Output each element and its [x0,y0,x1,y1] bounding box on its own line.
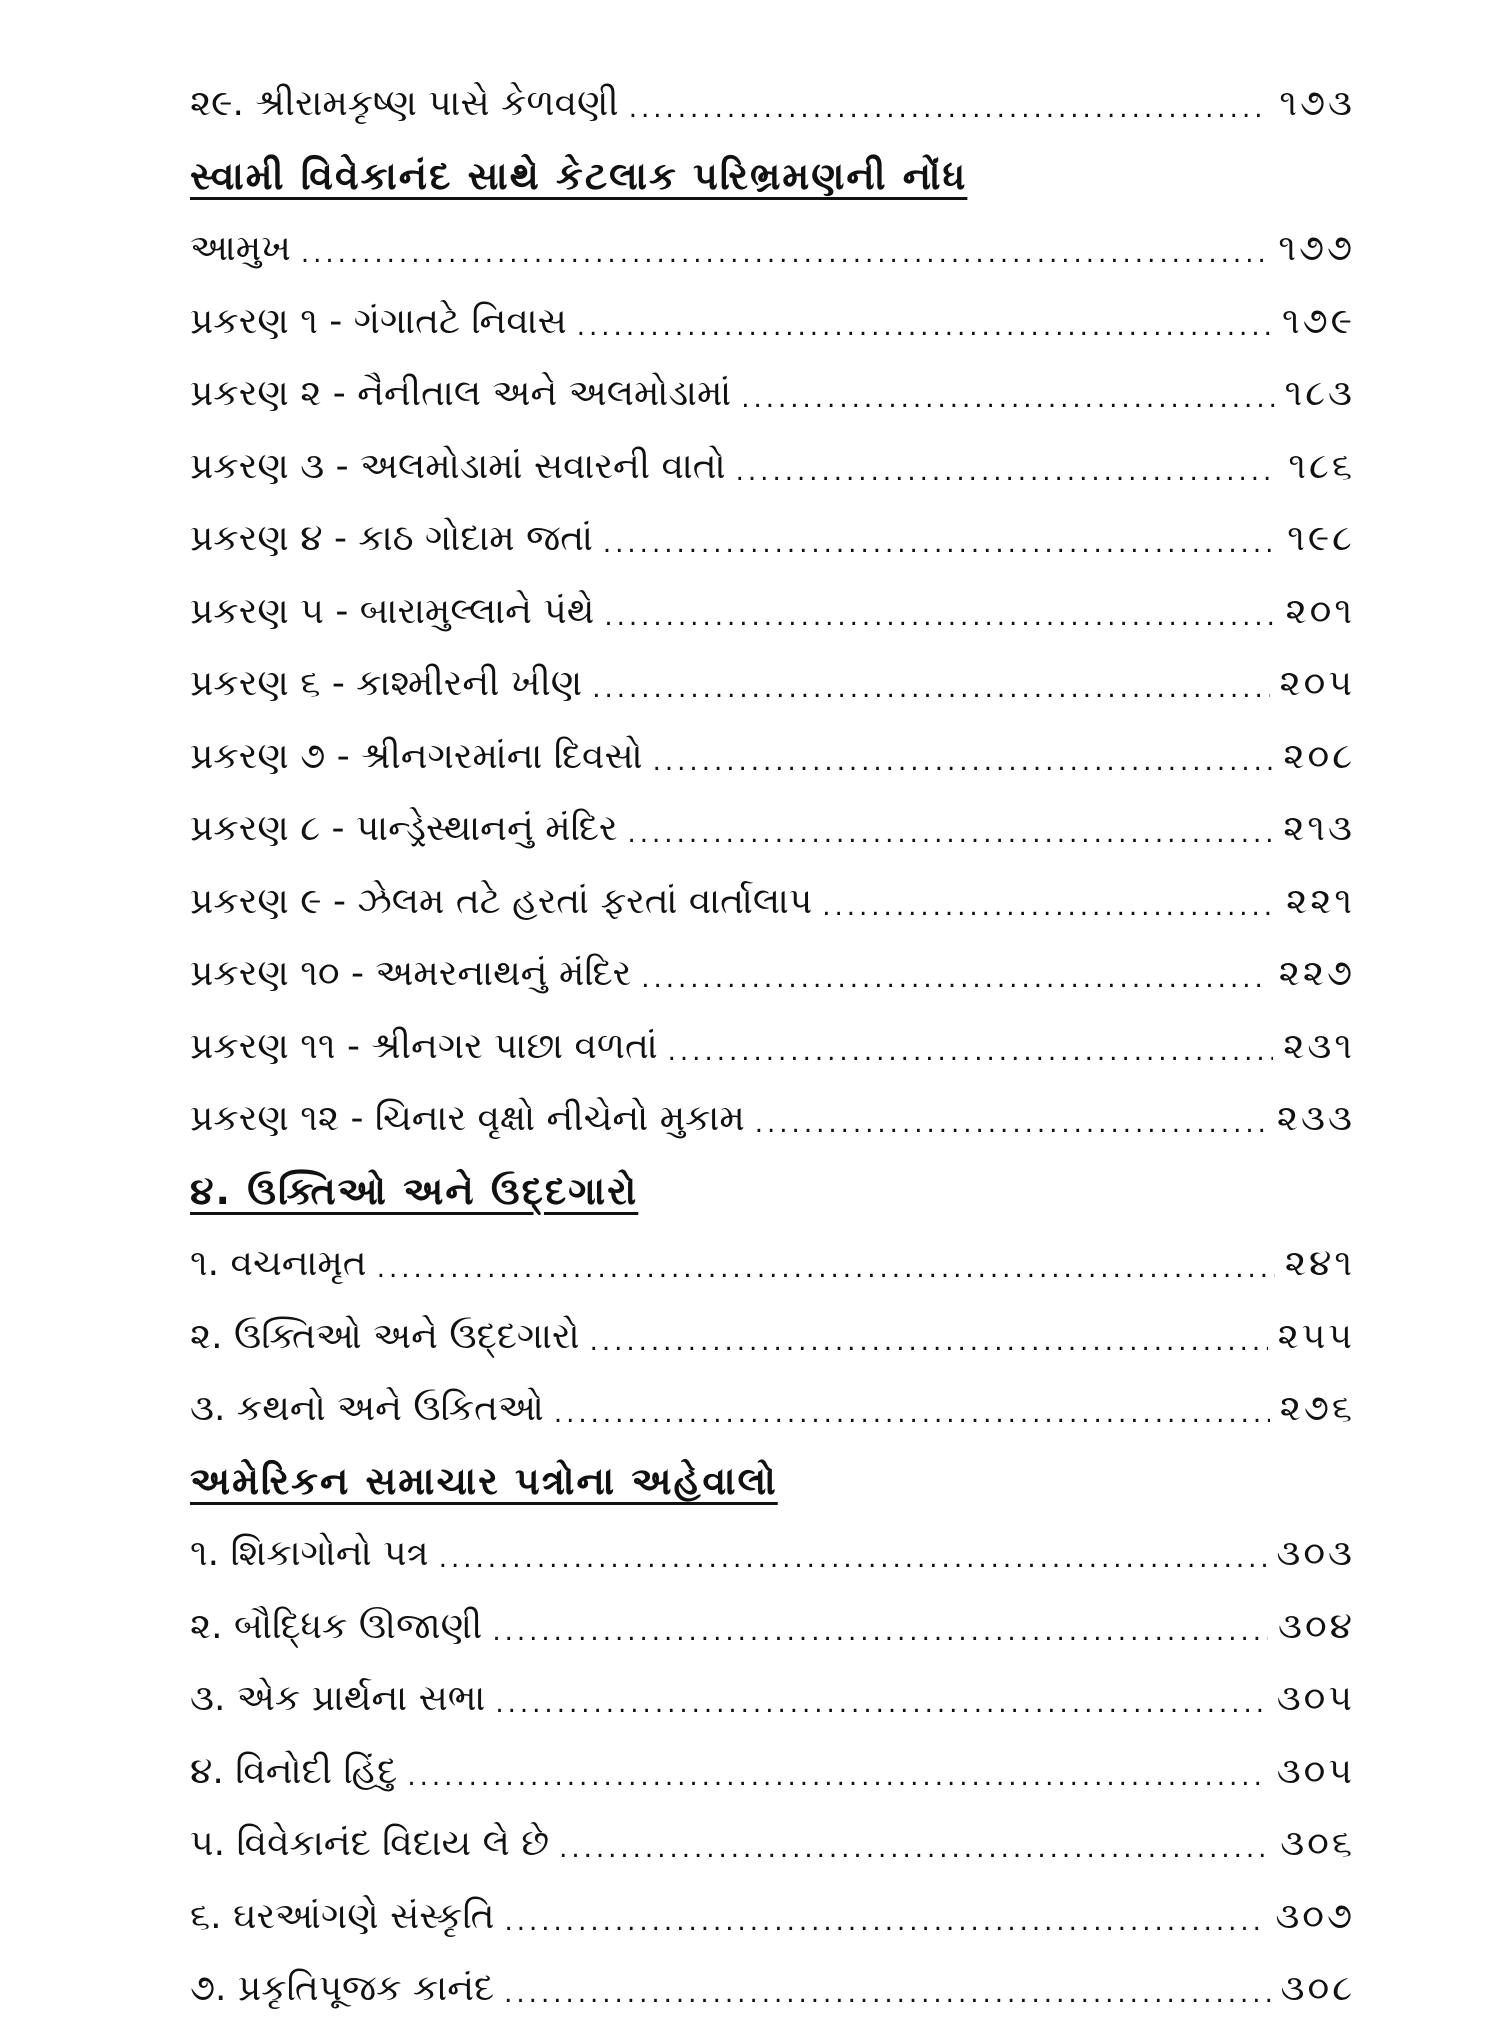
toc-entry-page: ૧૭૭ [1278,228,1355,270]
toc-entry-title: ૨૯. શ્રીરામકૃષ્ણ પાસે કેળવણી [190,83,619,125]
section-heading-text: અમેરિકન સમાચાર પત્રોના અહેવાલો [190,1459,778,1504]
toc-entry-title: ૪. વિનોદી હિંદુ [190,1750,398,1792]
toc-entry [190,1011,1355,1084]
toc-entry-page: ૨૩૧ [1283,1025,1355,1067]
dot-leader [755,1111,1267,1137]
toc-entry-title: પ્રકરણ ૩ - અલમોડામાં સવારની વાતો [190,445,726,487]
dot-leader [592,676,1269,702]
toc-entry-title: પ્રકરણ ૧૧ - શ્રીનગર પાછા વળતાં [190,1025,658,1067]
toc-entry-title: પ્રકરણ ૬ - કાશ્મીરની ખીણ [190,663,583,705]
dot-leader [577,314,1272,340]
toc-entry [190,286,1355,359]
section-heading [190,1446,1355,1519]
toc-entry [190,648,1355,721]
toc-entry [190,1663,1355,1736]
toc-entry-title: પ્રકરણ ૮ - પાન્ડ્રેસ્થાનનું મંદિર [190,808,618,850]
table-of-contents [190,68,1355,2026]
toc-entry [190,938,1355,1011]
toc-entry-page: ૩૦૩ [1276,1533,1355,1575]
toc-entry-page: ૧૯૮ [1287,518,1355,560]
toc-entry-title: આમુખ [190,228,291,270]
toc-entry-page: ૩૦૭ [1275,1895,1355,1937]
toc-entry-page: ૩૦૪ [1278,1605,1355,1647]
toc-entry-page: ૨૧૩ [1283,808,1355,850]
section-heading [190,1156,1355,1229]
toc-entry-title: પ્રકરણ ૪ - કાઠ ગોદામ જતાં [190,518,593,560]
toc-entry [190,1083,1355,1156]
dot-leader [554,1401,1270,1427]
toc-entry-page: ૧૭૯ [1282,300,1355,342]
dot-leader [407,1764,1266,1790]
toc-entry-page: ૨૪૧ [1284,1243,1355,1285]
dot-leader [504,1909,1265,1935]
toc-entry-title: પ્રકરણ ૨ - નૈનીતાલ અને અલમોડામાં [190,373,732,415]
dot-leader [736,459,1279,485]
toc-entry-title: ૬. ઘરઆંગણે સંસ્કૃતિ [190,1895,495,1937]
toc-entry [190,358,1355,431]
toc-entry-page: ૧૮૬ [1288,445,1355,487]
dot-leader [603,531,1277,557]
toc-entry-title: ૩. કથનો અને ઉકિતઓ [190,1388,544,1430]
toc-entry-title: પ્રકરણ ૭ - શ્રીનગરમાંના દિવસો [190,735,643,777]
toc-entry-page: ૩૦૫ [1276,1750,1355,1792]
toc-entry-title: ૨. ઉક્તિઓ અને ઉદ્દગારો [190,1315,580,1357]
toc-entry-page: ૨૩૩ [1276,1098,1355,1140]
dot-leader [495,1691,1266,1717]
toc-entry-title: ૭. પ્રકૃતિપૂજક કાનંદ [190,1968,495,2010]
toc-entry [190,721,1355,794]
dot-leader [301,241,1269,267]
dot-leader [822,894,1276,920]
dot-leader [628,821,1274,847]
section-heading [190,141,1355,214]
toc-entry [190,1591,1355,1664]
toc-entry-title: પ્રકરણ ૧૦ - અમરનાથનું મંદિર [190,953,632,995]
toc-entry-page: ૨૨૭ [1278,953,1355,995]
toc-entry [190,1373,1355,1446]
dot-leader [604,604,1275,630]
toc-entry-title: ૨. બૌદ્ધિક ઊજાણી [190,1605,483,1647]
dot-leader [559,1836,1270,1862]
toc-entry [190,1518,1355,1591]
toc-entry-title: પ્રકરણ ૧ - ગંગાતટે નિવાસ [190,300,567,342]
toc-entry-page: ૨૦૧ [1285,590,1355,632]
toc-entry [190,1881,1355,1954]
toc-entry-title: ૧. વચનામૃત [190,1243,367,1285]
toc-entry-title: ૩. એક પ્રાર્થના સભા [190,1678,486,1720]
dot-leader [504,1981,1270,2007]
toc-entry [190,1953,1355,2026]
dot-leader [377,1256,1275,1282]
dot-leader [641,966,1268,992]
toc-entry [190,213,1355,286]
toc-entry [190,1301,1355,1374]
toc-entry-page: ૨૫૫ [1277,1315,1355,1357]
toc-entry-page: ૩૦૮ [1280,1968,1355,2010]
toc-entry [190,1228,1355,1301]
toc-entry-page: ૧૮૩ [1284,373,1355,415]
dot-leader [590,1329,1268,1355]
toc-entry-title: પ્રકરણ ૯ - ઝેલમ તટે હરતાં ફરતાં વાર્તાલાપ [190,880,813,922]
toc-entry-page: ૩૦૫ [1276,1678,1355,1720]
section-heading-text: સ્વામી વિવેકાનંદ સાથે કેટલાક પરિભ્રમણની નોંધ [190,154,968,199]
toc-entry-page: ૧૭૩ [1279,83,1355,125]
toc-entry [190,431,1355,504]
toc-entry [190,1808,1355,1881]
toc-entry [190,1736,1355,1809]
toc-entry-page: ૨૨૧ [1286,880,1355,922]
toc-entry [190,793,1355,866]
toc-entry-page: ૨૦૫ [1279,663,1355,705]
toc-entry [190,68,1355,141]
toc-entry-title: ૧. શિકાગોનો પત્ર [190,1533,429,1575]
section-heading-text: ૪. ઉક્તિઓ અને ઉદ્દગારો [190,1169,639,1214]
dot-leader [629,96,1270,122]
dot-leader [668,1039,1274,1065]
dot-leader [741,386,1274,412]
toc-entry-title: પ્રકરણ ૫ - બારામુલ્લાને પંથે [190,590,595,632]
toc-entry [190,503,1355,576]
toc-entry-title: પ્રકરણ ૧૨ - ચિનાર વૃક્ષો નીચેનો મુકામ [190,1098,745,1140]
toc-entry [190,576,1355,649]
dot-leader [439,1546,1267,1572]
dot-leader [653,749,1274,775]
dot-leader [492,1619,1268,1645]
toc-entry-page: ૨૭૬ [1279,1388,1355,1430]
toc-entry-title: ૫. વિવેકાનંદ વિદાય લે છે [190,1823,550,1865]
toc-entry-page: ૩૦૬ [1280,1823,1355,1865]
toc-entry [190,866,1355,939]
toc-entry-page: ૨૦૮ [1283,735,1355,777]
